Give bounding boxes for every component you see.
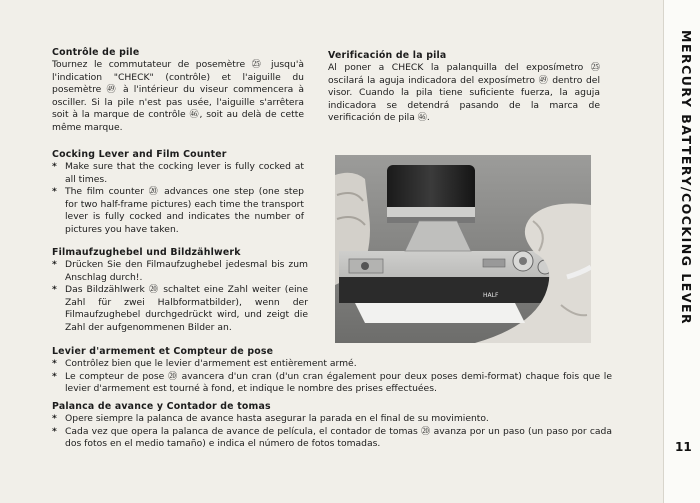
list-item-text: Drücken Sie den Filmaufzughebel jedesmal bis zum Anschlag durch!. xyxy=(65,259,308,283)
section-filmaufzughebel xyxy=(52,246,308,335)
list-item-text: Le compteur de pose ⑳ avancera d'un cran (d'un cran également pour deux poses demi-format) chaque fois que le levier d'armement est tourné à fond, et indique le nombre des prises effectuées. xyxy=(65,370,612,395)
list-item-text: Contrôlez bien que le levier d'armement est entièrement armé. xyxy=(65,358,357,369)
section-heading: Cocking Lever and Film Counter xyxy=(52,149,227,160)
list-item xyxy=(52,426,612,451)
list-item xyxy=(52,161,304,186)
list-item xyxy=(52,358,612,371)
page-number: 11 xyxy=(675,440,692,454)
section-heading: Levier d'armement et Compteur de pose xyxy=(52,346,274,357)
section-heading: Palanca de avance y Contador de tomas xyxy=(52,401,271,412)
list-item-text: Cada vez que opera la palanca de avance de película, el contador de tomas ⑳ avanza por un paso (un paso por cada dos fotos en el medio tamaño) e indica el número de fotos tomadas. xyxy=(65,425,612,450)
section-palanca-de-avance xyxy=(52,400,612,451)
section-heading: Filmaufzughebel und Bildzählwerk xyxy=(52,247,241,258)
svg-text:HALF: HALF xyxy=(483,292,499,299)
list-item xyxy=(52,413,612,426)
list-item-text: Make sure that the cocking lever is fully cocked at all times. xyxy=(65,161,304,185)
bullet-asterisk: * xyxy=(52,284,57,296)
section-cocking-lever xyxy=(52,148,304,237)
camera-photo xyxy=(335,155,591,343)
chapter-title-vertical: MERCURY BATTERY/COCKING LEVER xyxy=(679,30,694,326)
bullet-asterisk: * xyxy=(52,413,57,424)
list-item xyxy=(52,284,308,334)
section-verificacion-de-la-pila xyxy=(328,49,600,125)
camera-photo-illustration xyxy=(335,155,591,343)
list-item-text: Opere siempre la palanca de avance hasta asegurar la parada en el final de su movimiento. xyxy=(65,413,489,424)
section-paragraph: Tournez le commutateur de posemètre ㉕ jusqu'à l'indication "CHECK" (contrôle) et l'aiguille du posemètre ㊾ à l'intérieur du viseur commencera à osciller. Si la pile n'est pas usée, l'aiguille s'arrêtera soit à la marque de contrôle ㊻, soit au delà de cette même marque. xyxy=(52,59,304,133)
list-item xyxy=(52,259,308,284)
section-paragraph: Al poner a CHECK la palanquilla del exposímetro ㉕ oscilará la aguja indicadora del exposímetro ㊾ dentro del visor. Cuando la pila tiene suficiente fuerza, la aguja indicadora se detendrá pasando de la marca de verificación de pila ㊻. xyxy=(328,62,600,124)
section-levier-d-armement xyxy=(52,345,612,396)
list-item-text: Das Bildzählwerk ⑳ schaltet eine Zahl weiter (eine Zahl für zwei Halbformatbilder), wenn der Filmaufzughebel durchgedrückt wird, und zeigt die Zahl der aufgenommenen Bilder an. xyxy=(65,284,308,333)
list-item-text: The film counter ⑳ advances one step (one step for two half-frame pictures) each time the transport lever is fully cocked and indicates the number of pictures you have taken. xyxy=(65,186,304,235)
section-heading: Verificación de la pila xyxy=(328,50,447,61)
list-item xyxy=(52,186,304,236)
section-controle-de-pile xyxy=(52,46,304,135)
bullet-asterisk: * xyxy=(52,186,57,198)
section-heading: Contrôle de pile xyxy=(52,47,140,58)
bullet-asterisk: * xyxy=(52,425,57,437)
bullet-asterisk: * xyxy=(52,370,57,382)
bullet-asterisk: * xyxy=(52,358,57,369)
bullet-asterisk: * xyxy=(52,161,57,172)
bullet-asterisk: * xyxy=(52,259,57,270)
list-item xyxy=(52,371,612,396)
